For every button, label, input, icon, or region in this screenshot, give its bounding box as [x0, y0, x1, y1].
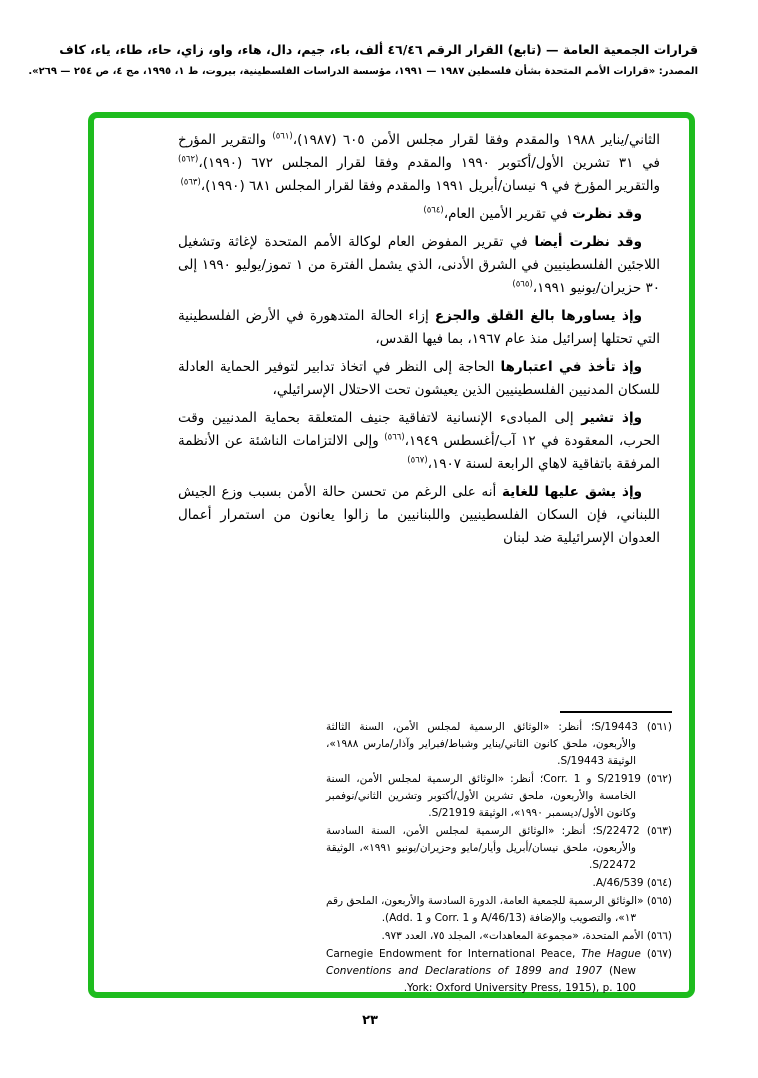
text-segment: (New York: Oxford University Press, 1915), p. 100. [403, 965, 636, 994]
paragraph [178, 356, 660, 402]
text-segment: الثاني/يناير ١٩٨٨ والمقدم وفقا لقرار مجلس الأمن ٦٠٥ (١٩٨٧)، [292, 132, 661, 148]
paragraph [178, 407, 660, 476]
text-segment: إلى المبادىء الإنسانية لاتفاقية جنيف المتعلقة بحماية المدنيين وقت الحرب، المعقودة في ١٢ آب/أغسطس ١٩٤٩، [178, 410, 660, 449]
footnote-ref-superscript: (٥٦٥) [512, 279, 533, 290]
paragraph [178, 305, 660, 351]
paragraph [178, 203, 660, 226]
source-citation-line: المصدر: «قرارات الأمم المتحدة بشأن فلسطين ١٩٨٧ — ١٩٩١، مؤسسة الدراسات الفلسطينية، بيروت، ط ١، ١٩٩٥، مج ٤، ص ٢٥٤ — ٢٦٩». [28, 66, 698, 77]
text-segment: S/22472؛ أنظر: «الوثائق الرسمية لمجلس الأمن، السنة السادسة والأربعون، ملحق نيسان/أبريل وأيار/مايو وحزيران/يونيو ١٩٩١»، الوثيقة S/22472. [326, 825, 640, 871]
text-segment: S/21919 و Corr. 1؛ أنظر: «الوثائق الرسمية لمجلس الأمن، السنة الخامسة والأربعون، ملحق تشرين الأول/أكتوبر وتشرين الثاني/نوفمبر وكانون الأول/ديسمبر ١٩٩٠»، الوثيقة S/21919. [326, 773, 641, 819]
footnote [326, 946, 672, 997]
footnote-number: (٥٦١) [637, 721, 672, 733]
body-paragraphs [178, 129, 660, 555]
footnote-number: (٥٦٧) [640, 948, 672, 960]
text-segment: وإلى الالتزامات الناشئة عن الأنظمة المرفقة باتفاقية لاهاي الرابعة لسنة ١٩٠٧، [178, 433, 660, 472]
footnote-ref-superscript: (٥٦٢) [178, 154, 199, 165]
footnote [326, 823, 672, 874]
footnote-ref-superscript: (٥٦١) [272, 131, 293, 142]
text-segment: وقد نظرت أيضا [534, 234, 642, 250]
paragraph [178, 129, 660, 198]
text-segment: وإذ تشير [581, 410, 642, 426]
paragraph [178, 481, 660, 550]
footnote [326, 893, 672, 927]
footnote-ref-superscript: (٥٦٣) [180, 177, 201, 188]
footnote-separator-rule [560, 711, 672, 713]
text-segment: في تقرير المفوض العام لوكالة الأمم المتحدة لإغاثة وتشغيل اللاجئين الفلسطينيين في الشرق الأدنى، الذي يشمل الفترة من ١ تموز/يوليو ١٩٩٠ إلى ٣٠ حزيران/يونيو ١٩٩١، [178, 234, 660, 296]
text-segment: «الوثائق الرسمية للجمعية العامة، الدورة السادسة والأربعون، الملحق رقم ١٣»، والتصويب والإضافة (A/46/13 و Corr. 1 و Add. 1). [326, 895, 644, 924]
footnote-ref-superscript: (٥٦٦) [384, 432, 405, 443]
text-segment: Carnegie Endowment for International Peace, [326, 948, 582, 960]
footnote [326, 719, 672, 770]
footnote-ref-superscript: (٥٦٧) [407, 455, 428, 466]
footnote-number: (٥٦٥) [643, 895, 673, 907]
text-segment: وإذ يشق عليها للغاية [502, 484, 642, 500]
text-segment: وقد نظرت [572, 206, 642, 222]
text-segment: الحاجة إلى النظر في اتخاذ تدابير لتوفير الحماية العادلة للسكان المدنيين الفلسطينيين الذين يعيشون تحت الاحتلال الإسرائيلي، [178, 359, 660, 398]
footnote [326, 771, 672, 822]
text-segment: وإذ تأخذ في اعتبارها [500, 359, 642, 375]
footnote-number: (٥٦٦) [643, 930, 672, 942]
text-segment: وإذ يساورها بالغ القلق والجزع [434, 308, 642, 324]
text-segment: والتقرير المؤرخ في ٩ نيسان/أبريل ١٩٩١ والمقدم وفقا لقرار المجلس ٦٨١ (١٩٩٠)، [200, 178, 660, 194]
text-segment: إزاء الحالة المتدهورة في الأرض الفلسطينية التي تحتلها إسرائيل منذ عام ١٩٦٧، بما فيها القدس، [178, 308, 660, 347]
text-segment: الأمم المتحدة، «مجموعة المعاهدات»، المجلد ٧٥، العدد ٩٧٣. [381, 930, 644, 942]
footnote-number: (٥٦٣) [639, 825, 673, 837]
page-number: ٢٣ [362, 1013, 378, 1028]
text-segment: A/46/539. [592, 877, 644, 889]
footnote [326, 928, 672, 945]
footnote-number: (٥٦٤) [643, 877, 672, 889]
text-segment: أنه على الرغم من تحسن حالة الأمن بسبب وزع الجيش اللبناني، فإن السكان الفلسطينيين واللبنانيين ما زالوا يعانون من استمرار أعمال العدوان الإسرائيلية ضد لبنان [178, 484, 660, 546]
footnote [326, 875, 672, 892]
paragraph [178, 231, 660, 300]
footnotes-list [326, 719, 672, 998]
footnote-number: (٥٦٢) [640, 773, 673, 785]
page-header-title: قرارات الجمعية العامة — (تابع) القرار الرقم ٤٦/٤٦ ألف، باء، جيم، دال، هاء، واو، زاي، حاء، طاء، ياء، كاف [59, 42, 698, 57]
text-segment: S/19443؛ أنظر: «الوثائق الرسمية لمجلس الأمن، السنة الثالثة والأربعون، ملحق كانون الثاني/يناير وشباط/فبراير وآذار/مارس ١٩٨٨»، الوثيقة S/19443. [326, 721, 638, 767]
footnote-ref-superscript: (٥٦٤) [423, 205, 444, 216]
text-segment: والتقرير المؤرخ في ٣١ تشرين الأول/أكتوبر ١٩٩٠ والمقدم وفقا لقرار المجلس ٦٧٢ (١٩٩٠)، [178, 132, 661, 171]
text-segment: في تقرير الأمين العام، [443, 206, 573, 222]
text-segment: The Hague Conventions and Declarations of 1899 and 1907 [326, 948, 641, 977]
